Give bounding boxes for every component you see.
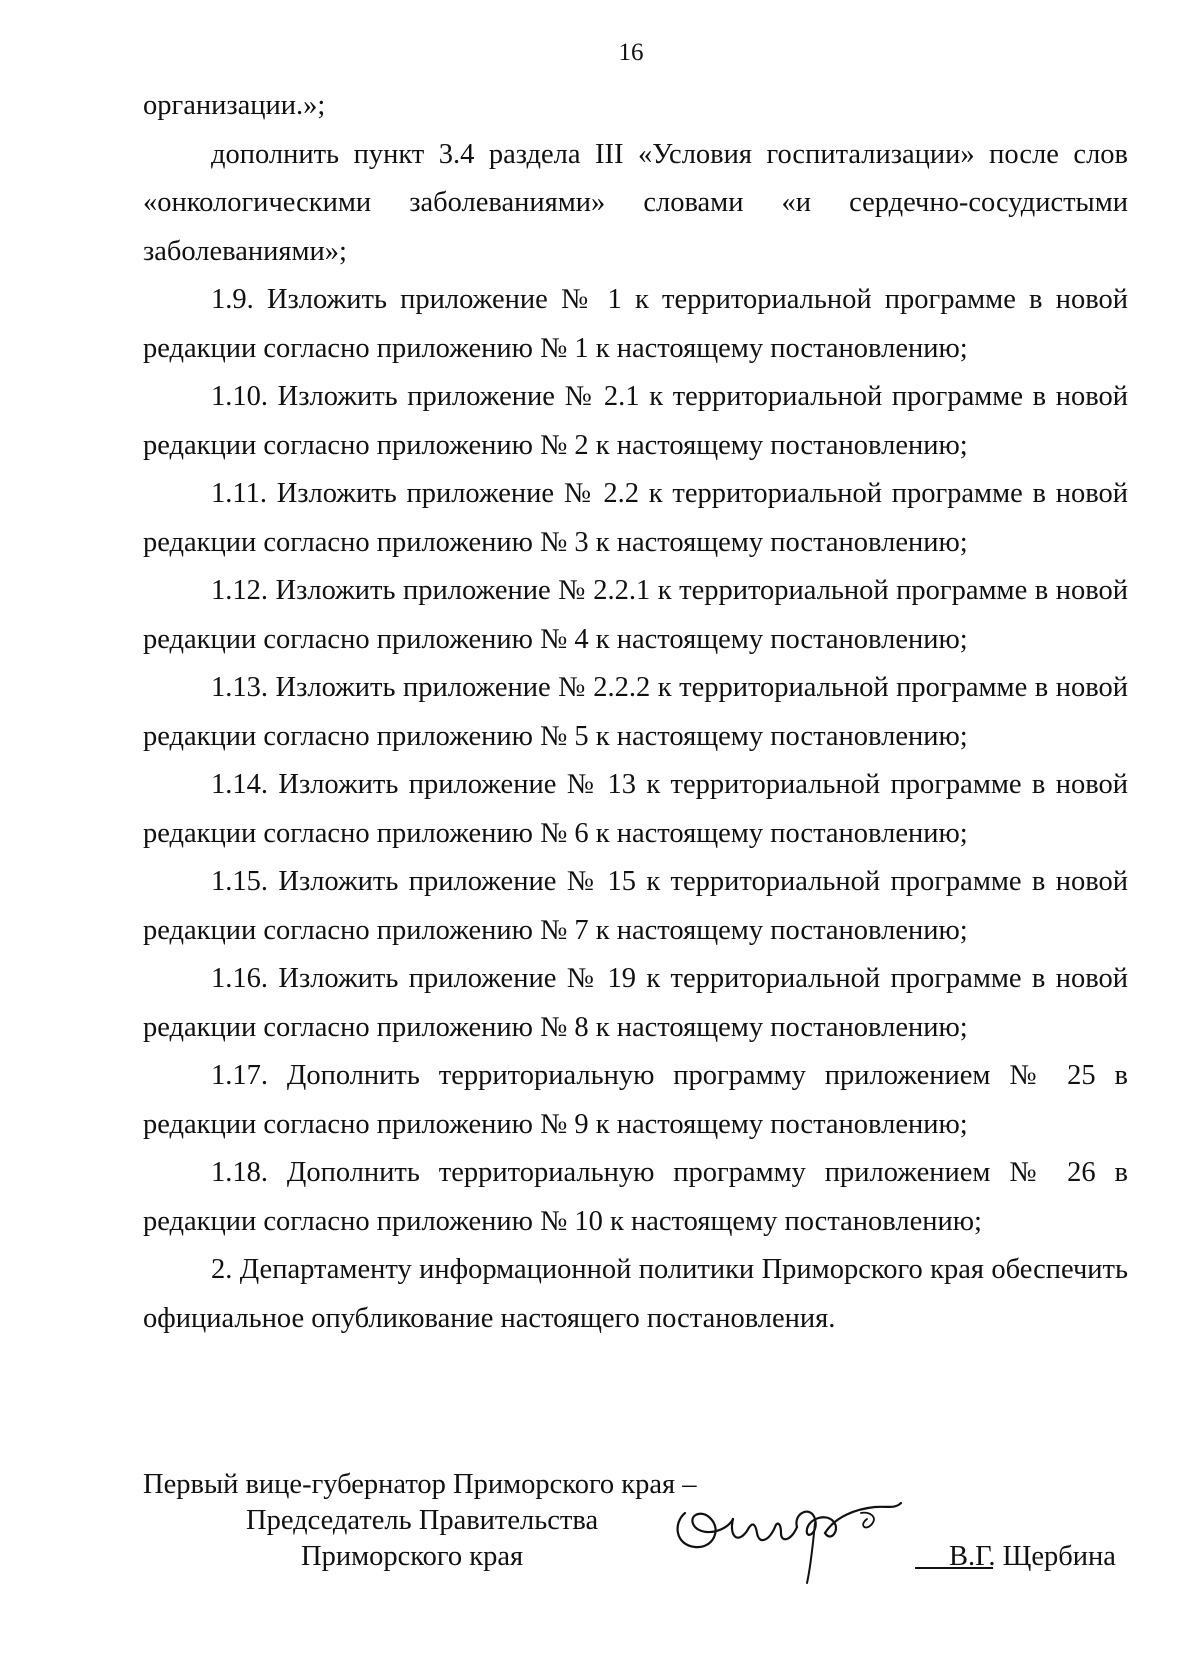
paragraph-2: 2. Департаменту информационной политики Приморского края обеспечить официальное опубликование настоящего постановления.: [143, 1254, 1128, 1334]
paragraph-continuation: организации.»;: [143, 90, 326, 121]
signatory-title-line1: Первый вице-губернатор Приморского края –: [143, 1469, 697, 1500]
document-body: [143, 82, 1128, 1343]
paragraph-1-11: 1.11. Изложить приложение № 2.2 к территориальной программе в новой редакции согласно приложению № 3 к настоящему постановлению;: [143, 478, 1128, 558]
signatory-title-line2: Председатель Правительства: [246, 1505, 599, 1536]
paragraph-amendment-3-4: дополнить пункт 3.4 раздела III «Условия госпитализации» после слов «онкологическими заболеваниями» словами «и сердечно-сосудистыми заболеваниями»;: [143, 138, 1128, 267]
signature-block: [143, 1467, 1128, 1617]
paragraph-1-18: 1.18. Дополнить территориальную программу приложением № 26 в редакции согласно приложению № 10 к настоящему постановлению;: [143, 1157, 1128, 1237]
paragraph-1-17: 1.17. Дополнить территориальную программу приложением № 25 в редакции согласно приложению № 9 к настоящему постановлению;: [143, 1060, 1128, 1140]
paragraph-1-14: 1.14. Изложить приложение № 13 к территориальной программе в новой редакции согласно приложению № 6 к настоящему постановлению;: [143, 769, 1128, 849]
page-number: 16: [618, 39, 644, 66]
paragraph-1-13: 1.13. Изложить приложение № 2.2.2 к территориальной программе в новой редакции согласно приложению № 5 к настоящему постановлению;: [143, 672, 1128, 752]
paragraph-1-12: 1.12. Изложить приложение № 2.2.1 к территориальной программе в новой редакции согласно приложению № 4 к настоящему постановлению;: [143, 575, 1128, 655]
paragraph-1-9: 1.9. Изложить приложение № 1 к территориальной программе в новой редакции согласно приложению № 1 к настоящему постановлению;: [143, 284, 1128, 364]
handwritten-signature: [665, 1483, 915, 1593]
paragraph-1-16: 1.16. Изложить приложение № 19 к территориальной программе в новой редакции согласно приложению № 8 к настоящему постановлению;: [143, 963, 1128, 1043]
signatory-name: В.Г. Щербина: [949, 1541, 1116, 1572]
signatory-title-line3: Приморского края: [301, 1541, 524, 1572]
paragraph-1-15: 1.15. Изложить приложение № 15 к территориальной программе в новой редакции согласно приложению № 7 к настоящему постановлению;: [143, 866, 1128, 946]
paragraph-1-10: 1.10. Изложить приложение № 2.1 к территориальной программе в новой редакции согласно приложению № 2 к настоящему постановлению;: [143, 381, 1128, 461]
